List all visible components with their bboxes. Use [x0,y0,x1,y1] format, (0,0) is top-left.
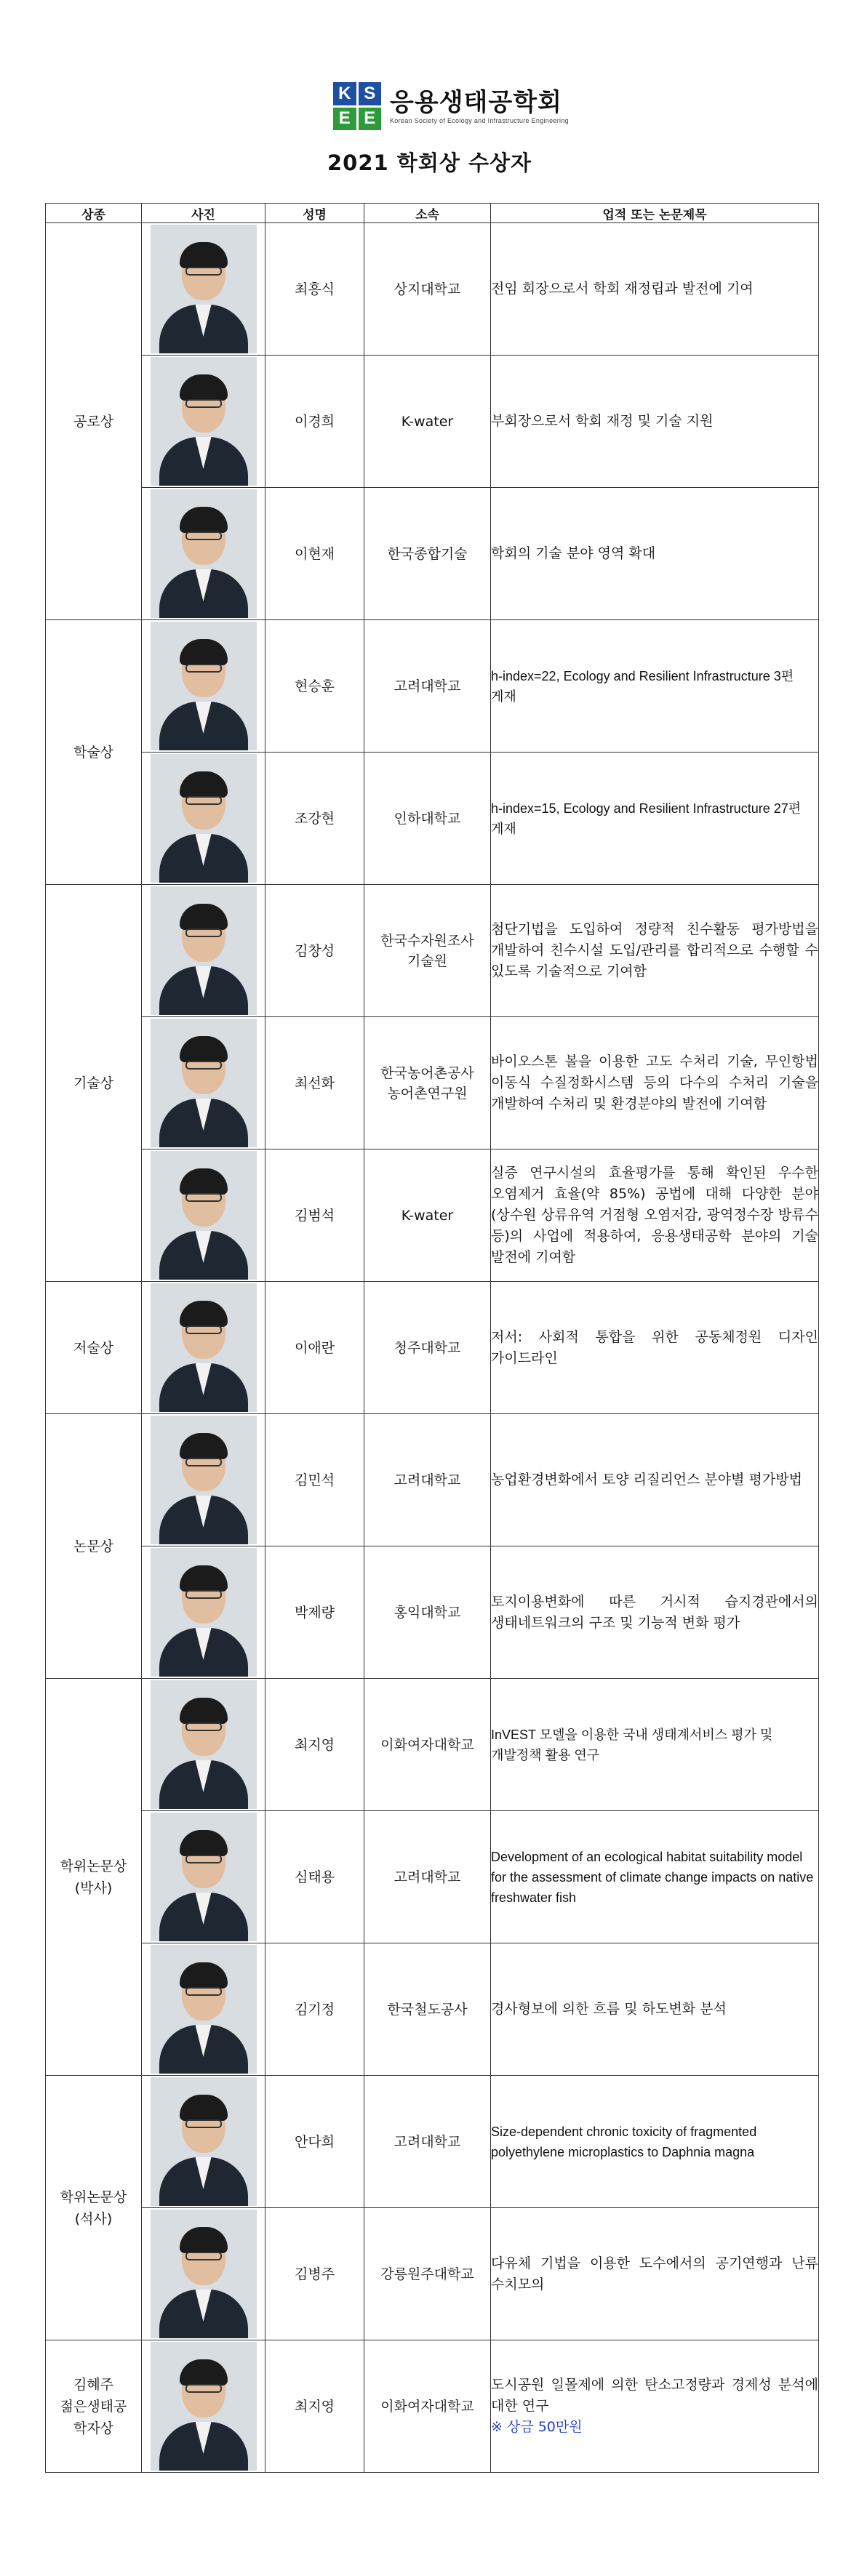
photo-cell [142,885,265,1017]
table-row [46,1546,819,1679]
photo-glasses [185,399,222,408]
table-row [46,753,819,885]
recipient-affiliation: 한국농어촌공사 농어촌연구원 [364,1017,491,1149]
recipient-photo [151,1548,257,1677]
recipient-name: 김민석 [265,1414,364,1546]
logo-letter: E [333,108,356,131]
recipient-affiliation: 고려대학교 [364,1414,491,1546]
recipient-photo [151,2077,257,2206]
recipient-photo [151,886,257,1015]
photo-glasses [185,2119,222,2128]
photo-cell [142,1414,265,1546]
achievement-text: 바이오스톤 볼을 이용한 고도 수처리 기술, 무인항법 이동식 수질정화시스템 등의 다수의 수처리 기술을 개발하여 수처리 및 환경분야의 발전에 기여함 [491,1054,818,1112]
photo-hair [180,374,228,401]
achievement-text: InVEST 모델을 이용한 국내 생태계서비스 평가 및 개발정책 활용 연구 [491,1727,773,1762]
photo-hair [180,904,228,930]
recipient-photo [151,225,257,353]
recipient-name: 김범석 [265,1149,364,1282]
photo-glasses [185,1061,222,1070]
recipient-affiliation: 고려대학교 [364,2076,491,2208]
recipient-photo [151,489,257,618]
achievement-text: h-index=15, Ecology and Resilient Infrastructure 27편 게재 [491,801,802,836]
column-header-achievement: 업적 또는 논문제목 [491,204,819,223]
recipient-photo [151,754,257,883]
achievement-cell [491,488,819,620]
table-row [46,620,819,753]
recipient-name: 심태용 [265,1811,364,1943]
recipient-name: 조강현 [265,753,364,885]
award-category: 학술상 [46,620,142,885]
photo-hair [180,2227,228,2253]
achievement-text: h-index=22, Ecology and Resilient Infrastructure 3편 게재 [491,668,794,704]
recipient-name: 김기정 [265,1943,364,2076]
column-header-category: 상종 [46,204,142,223]
photo-cell [142,1149,265,1282]
photo-cell [142,356,265,488]
prize-note: ※ 상금 50만원 [491,2419,583,2435]
photo-cell [142,1811,265,1943]
recipient-affiliation: 한국철도공사 [364,1943,491,2076]
recipient-name: 안다희 [265,2076,364,2208]
achievement-cell [491,1546,819,1679]
awards-table-body [46,223,819,2473]
recipient-photo [151,1019,257,1147]
photo-glasses [185,1325,222,1334]
recipient-photo [151,1151,257,1280]
achievement-text: 경사형보에 의한 흐름 및 하도변화 분석 [491,2001,727,2017]
society-name: 응용생태공학회 [390,88,562,117]
photo-glasses [185,1193,222,1202]
award-category: 공로상 [46,223,142,620]
photo-hair [180,242,228,268]
photo-cell [142,620,265,753]
table-header-row [46,204,819,223]
table-row [46,1414,819,1546]
photo-cell [142,488,265,620]
achievement-cell [491,885,819,1017]
table-row [46,2208,819,2340]
table-row [46,1282,819,1414]
recipient-name: 최선화 [265,1017,364,1149]
achievement-cell [491,1414,819,1546]
photo-cell [142,1943,265,2076]
society-english-name: Korean Society of Ecology and Infrastructure Engineering [390,117,569,124]
recipient-photo [151,1283,257,1412]
achievement-text: 첨단기법을 도입하여 정량적 친수활동 평가방법을 개발하여 친수시설 도입/관리를 합리적으로 수행할 수 있도록 기술적으로 기여함 [491,921,818,979]
column-header-photo: 사진 [142,204,265,223]
photo-glasses [185,1855,222,1863]
photo-hair [180,1565,228,1592]
column-header-name: 성명 [265,204,364,223]
recipient-photo [151,2342,257,2471]
recipient-affiliation: 인하대학교 [364,753,491,885]
photo-glasses [185,664,222,673]
recipient-photo [151,357,257,486]
recipient-name: 박제량 [265,1546,364,1679]
photo-hair [180,1168,228,1195]
photo-glasses [185,1458,222,1466]
award-category: 논문상 [46,1414,142,1679]
recipient-photo [151,1945,257,2074]
photo-cell [142,1546,265,1679]
photo-cell [142,223,265,356]
recipient-affiliation: 고려대학교 [364,1811,491,1943]
recipient-affiliation: 강릉원주대학교 [364,2208,491,2340]
recipient-photo [151,622,257,750]
recipient-name: 이애란 [265,1282,364,1414]
photo-cell [142,2208,265,2340]
photo-hair [180,771,228,798]
achievement-cell [491,1943,819,2076]
column-header-affiliation: 소속 [364,204,491,223]
page-title: 2021 학회상 수상자 [327,151,532,175]
achievement-cell [491,753,819,885]
achievement-text: 저서: 사회적 통합을 위한 공동체정원 디자인 가이드라인 [491,1328,818,1366]
achievement-text: 부회장으로서 학회 재정 및 기술 지원 [491,413,714,429]
recipient-affiliation: K-water [364,1149,491,1282]
recipient-photo [151,2210,257,2338]
recipient-name: 현승훈 [265,620,364,753]
table-row [46,223,819,356]
photo-hair [180,2095,228,2121]
logo-letter: K [333,82,356,105]
recipient-affiliation: 홍익대학교 [364,1546,491,1679]
recipient-name: 최흥식 [265,223,364,356]
recipient-name: 이현재 [265,488,364,620]
achievement-text: 농업환경변화에서 토양 리질리언스 분야별 평가방법 [491,1472,802,1488]
achievement-cell [491,1017,819,1149]
achievement-cell [491,2208,819,2340]
achievement-text: 다유체 기법을 이용한 도수에서의 공기연행과 난류 수치모의 [491,2255,818,2292]
photo-glasses [185,267,222,276]
table-row [46,1679,819,1811]
recipient-affiliation: 고려대학교 [364,620,491,753]
photo-hair [180,507,228,533]
society-logo [333,81,569,131]
recipient-name: 김병주 [265,2208,364,2340]
table-row [46,1017,819,1149]
recipient-affiliation: 이화여자대학교 [364,2340,491,2473]
recipient-name: 김창성 [265,885,364,1017]
achievement-cell [491,1679,819,1811]
achievement-cell [491,1811,819,1943]
recipient-affiliation: 상지대학교 [364,223,491,356]
awards-table [45,203,819,2473]
recipient-affiliation: K-water [364,356,491,488]
recipient-photo [151,1680,257,1809]
photo-hair [180,1433,228,1459]
table-row [46,2076,819,2208]
photo-cell [142,2340,265,2473]
photo-glasses [185,2384,222,2393]
achievement-text: 실증 연구시설의 효율평가를 통해 확인된 우수한 오염제거 효율(약 85%) 공법에 대해 다양한 분야(상수원 상류유역 거점형 오염저감, 광역정수장 방류수 등)의 사업에 적용하여, 응용생태공학 분야의 기술 발전에 기여함 [491,1165,818,1265]
recipient-name: 이경희 [265,356,364,488]
recipient-affiliation: 청주대학교 [364,1282,491,1414]
photo-hair [180,1301,228,1327]
achievement-cell [491,223,819,356]
photo-cell [142,2076,265,2208]
recipient-photo [151,1813,257,1941]
photo-hair [180,1962,228,1989]
achievement-cell [491,620,819,753]
recipient-photo [151,1416,257,1544]
achievement-cell [491,1282,819,1414]
photo-glasses [185,531,222,540]
achievement-cell [491,356,819,488]
table-row [46,488,819,620]
award-category: 학위논문상 (석사) [46,2076,142,2340]
table-row [46,885,819,1017]
photo-hair [180,1830,228,1856]
photo-glasses [185,796,222,805]
photo-cell [142,753,265,885]
achievement-cell [491,1149,819,1282]
photo-glasses [185,928,222,937]
achievement-text: 전임 회장으로서 학회 재정립과 발전에 기여 [491,281,754,297]
photo-hair [180,2359,228,2386]
table-row [46,1811,819,1943]
photo-hair [180,639,228,665]
recipient-name: 최지영 [265,1679,364,1811]
recipient-affiliation: 이화여자대학교 [364,1679,491,1811]
photo-glasses [185,1590,222,1599]
recipient-name: 최지영 [265,2340,364,2473]
photo-glasses [185,1722,222,1731]
achievement-cell [491,2340,819,2473]
photo-cell [142,1017,265,1149]
table-row [46,1149,819,1282]
logo-letter: E [359,108,382,131]
table-row [46,356,819,488]
achievement-text: 도시공원 일몰제에 의한 탄소고정량과 경제성 분석에 대한 연구 [491,2377,818,2414]
award-category: 저술상 [46,1282,142,1414]
photo-glasses [185,2252,222,2260]
achievement-text: 토지이용변화에 따른 거시적 습지경관에서의 생태네트워크의 구조 및 기능적 변화 평가 [491,1593,818,1631]
achievement-text: Size-dependent chronic toxicity of fragmented polyethylene microplastics to Daphnia magna [491,2124,757,2159]
photo-hair [180,1698,228,1724]
table-row [46,2340,819,2473]
photo-glasses [185,1987,222,1996]
award-category: 김혜주 젊은생태공 학자상 [46,2340,142,2473]
photo-cell [142,1282,265,1414]
award-category: 기술상 [46,885,142,1282]
table-row [46,1943,819,2076]
logo-letter: S [359,82,382,105]
achievement-text: Development of an ecological habitat suitability model for the assessment of climate change impacts on native freshwater fish [491,1849,814,1905]
recipient-affiliation: 한국종합기술 [364,488,491,620]
award-category: 학위논문상 (박사) [46,1679,142,2076]
photo-hair [180,1036,228,1062]
achievement-text: 학회의 기술 분야 영역 확대 [491,545,656,561]
achievement-cell [491,2076,819,2208]
photo-cell [142,1679,265,1811]
logo-mark [333,82,381,130]
recipient-affiliation: 한국수자원조사 기술원 [364,885,491,1017]
